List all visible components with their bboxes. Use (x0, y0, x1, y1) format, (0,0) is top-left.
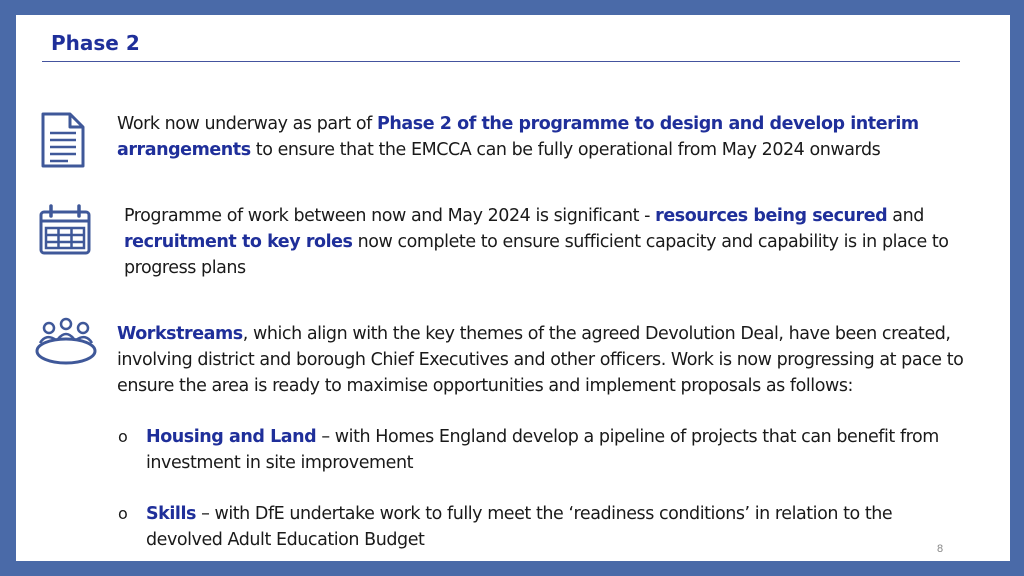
sub-bullet-marker: o (118, 427, 128, 446)
document-icon (40, 111, 86, 169)
item-1-highlight: Phase 2 of the programme to design and develop interim arrangements (117, 114, 919, 160)
sub-bullet-marker: o (118, 504, 128, 523)
page-number: 8 (937, 543, 944, 555)
calendar-icon (38, 204, 92, 256)
housing-highlight: Housing and Land (146, 427, 317, 447)
meeting-group-icon (34, 317, 98, 369)
skills-highlight: Skills (146, 504, 196, 524)
page-title: Phase 2 (51, 31, 140, 55)
sub-bullet-housing: Housing and Land – with Homes England develop a pipeline of projects that can benefit from investment in site improvement (146, 427, 939, 473)
slide (16, 15, 1010, 561)
item-1-text: Work now underway as part of Phase 2 of the programme to design and develop interim arrangements to ensure that the EMCCA can be fully operational from May 2024 onwards (117, 114, 919, 160)
item-2-highlight-1: resources being secured (655, 206, 888, 226)
title-divider (42, 61, 960, 62)
item-2-text: Programme of work between now and May 2024 is significant - resources being secured and recruitment to key roles now complete to ensure sufficient capacity and capability is in place to progress plans (124, 206, 949, 278)
item-2-highlight-2: recruitment to key roles (124, 232, 353, 252)
sub-bullet-skills: Skills – with DfE undertake work to fully meet the ‘readiness conditions’ in relation to the devolved Adult Education Budget (146, 504, 893, 550)
item-3-text: Workstreams, which align with the key themes of the agreed Devolution Deal, have been created, involving district and borough Chief Executives and other officers. Work is now progressing at pace to ensure the area is ready to maximise opportunities and implement proposals as follows: (117, 324, 964, 396)
item-3-highlight: Workstreams (117, 324, 243, 344)
